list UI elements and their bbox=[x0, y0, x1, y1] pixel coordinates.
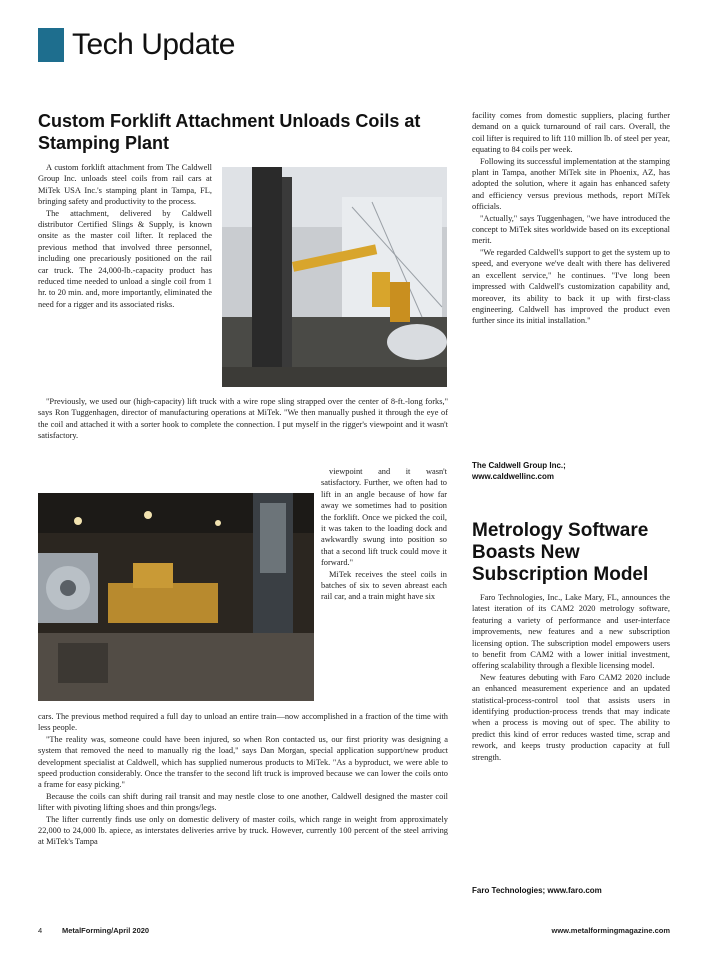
article1-col3-paragraph: "We regarded Caldwell's support to get the system up to speed, and everyone we've dealt with there has delivered an excellent service," he continues. "I've long been impressed with Caldwell's customization capability and, moreover, its ability to back it up with first-class engineering. Caldwell has improved the product even further since its initial installation." bbox=[472, 247, 670, 326]
article1-col1-paragraph: The attachment, delivered by Caldwell distributor Certified Slings & Supply, is known onsite as the master coil lifter. It replaced the previous method that involved three personnel, including one precariously positioned on the rail car truck. The 24,000-lb.-capacity product has reduced time needed to unload a single coil from 1 hr. to 20 min. and, more importantly, eliminated the need for a rigger and its associated risks. bbox=[38, 208, 212, 309]
section-header-accent-block bbox=[38, 28, 64, 62]
section-title: Tech Update bbox=[72, 28, 235, 61]
forklift-photo-graphic bbox=[222, 167, 447, 387]
article2-headline: Metrology Software Boasts New Subscription Model bbox=[472, 520, 649, 585]
footer-url[interactable]: www.metalformingmagazine.com bbox=[551, 926, 670, 935]
article1-source-name: The Caldwell Group Inc.; bbox=[472, 461, 566, 470]
plant-floor-photo-graphic bbox=[38, 493, 314, 701]
article1-col1-paragraph: A custom forklift attachment from The Caldwell Group Inc. unloads steel coils from rail cars at MiTek USA Inc.'s stamping plant in Tampa, FL, bringing safety and productivity to the process. bbox=[38, 163, 212, 207]
article1-col3-text bbox=[472, 110, 670, 450]
article1-source bbox=[472, 460, 670, 482]
article2-paragraph: Faro Technologies, Inc., Lake Mary, FL, announces the latest iteration of its CAM2 2020 metrology software, featuring a variety of performance and user-interface improvements, new features and a new subscription licensing option. The subscription model empowers users to benefit from CAM2 with a lower initial investment, offering scalability through a flexible licensing model. bbox=[472, 593, 670, 671]
section-header bbox=[38, 28, 235, 62]
article1-col3-paragraph: facility comes from domestic suppliers, placing further demand on a quick turnaround of rail cars. Overall, the coil lifter is required to lift 110 million lb. of steel per year, equating to 84 coils per week. bbox=[472, 111, 670, 155]
article1-wide-text bbox=[38, 396, 448, 440]
article1-narrow-text bbox=[321, 466, 447, 708]
article1-wide-bottom-paragraph: cars. The previous method required a full day to unload an entire train—now accomplished in a fraction of the time with less people. bbox=[38, 712, 448, 733]
footer-page-number: 4 bbox=[38, 926, 43, 935]
article2-source[interactable]: Faro Technologies; www.faro.com bbox=[472, 886, 602, 895]
article1-narrow-paragraph: MiTek receives the steel coils in batches of six to seven abreast each rail car, and a train might have six bbox=[321, 569, 447, 602]
article1-source-url[interactable]: www.caldwellinc.com bbox=[472, 472, 554, 481]
article1-wide-bottom-paragraph: "The reality was, someone could have been injured, so when Ron contacted us, our first priority was designing a system that removed the need to manually rig the load," says Dan Morgan, special application support/new product development specialist at Caldwell, which has supplied numerous products to MiTek. "As a byproduct, we were able to speed production considerably. Once the transfer to the second lift truck is improved because we can lower the coils onto a frame for easy picking." bbox=[38, 734, 448, 790]
plant-floor-coil-lifter-photo bbox=[38, 493, 314, 701]
article1-wide-bottom-paragraph: The lifter currently finds use only on domestic delivery of master coils, which range in weight from approximately 22,000 to 24,000 lb. apiece, as interstates deliveries arrive by truck. However, currently 100 percent of the steel arriving at MiTek's Tampa bbox=[38, 814, 448, 847]
article1-wide-bottom-paragraph: Because the coils can shift during rail transit and may nestle close to one another, Caldwell designed the master coil lifter with pivoting lifting shoes and thin prongs/legs. bbox=[38, 791, 448, 813]
footer-issue: MetalForming/April 2020 bbox=[62, 926, 150, 935]
forklift-coil-lifter-photo bbox=[222, 167, 447, 387]
article1-narrow-paragraph: viewpoint and it wasn't satisfactory. Further, we often had to lift in an angle because of how far away we sometimes had to position the forklift. Once we picked the coil, it was taken to the loading dock and awkwardly swung into position so that a second lift truck could move it forward." bbox=[321, 467, 447, 568]
article1-col3-paragraph: "Actually," says Tuggenhagen, "we have introduced the concept to MiTek sites worldwide based on its exceptional merit. bbox=[472, 213, 670, 246]
article1-wide-bottom-text bbox=[38, 711, 448, 897]
article2-paragraph: New features debuting with Faro CAM2 2020 include an enhanced measurement experience and an updated statistical-process-control tool that assists users in identifying production-process trends that may indicate when a process is moving out of spec. The ability to predict this kind of error reduces wasted time, scrap and rework, and keeps trusty production capacity at full strength. bbox=[472, 672, 670, 762]
article2-text bbox=[472, 592, 670, 882]
article1-headline: Custom Forklift Attachment Unloads Coils at Stamping Plant bbox=[38, 111, 421, 153]
article1-col3-paragraph: Following its successful implementation at the stamping plant in Tampa, another MiTek site in Phoenix, AZ, has adopted the solution, where it again has enhanced safety and efficiency versus previous methods, report MiTek officials. bbox=[472, 156, 670, 212]
article1-wide-paragraph: "Previously, we used our (high-capacity) lift truck with a wire rope sling strapped over the center of 8-ft.-long forks," says Ron Tuggenhagen, director of manufacturing operations at MiTek. "We then manually pushed it through the eye of the coil and attached it with a sorter hook to complete the connection. I put myself in the rigger's viewpoint and it wasn't satisfactory. bbox=[38, 397, 448, 440]
article1-col1-text bbox=[38, 162, 212, 390]
